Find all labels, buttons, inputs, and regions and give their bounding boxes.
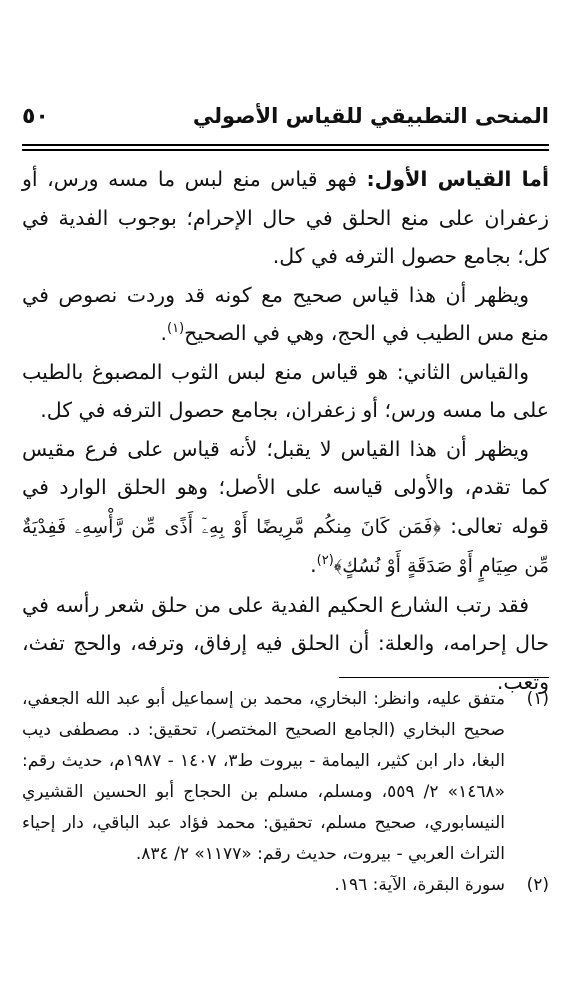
paragraph-4-end: . [310, 553, 317, 577]
paragraph-4-text: ويظهر أن هذا القياس لا يقبل؛ لأنه قياس على فرع مقيس كما تقدم، والأولى قياسه على الأصل؛ وهو الحلق الوارد في قوله تعالى: [22, 436, 549, 538]
paragraph-4 [22, 430, 549, 586]
footnote-2 [22, 870, 549, 901]
running-title: المنحى التطبيقي للقياس الأصولي [192, 104, 549, 128]
page-number: ٥٠ [22, 104, 49, 129]
paragraph-2-end: . [160, 321, 167, 345]
page-header [22, 104, 549, 129]
footnote-1 [22, 684, 549, 870]
paragraph-2 [22, 276, 549, 353]
footnotes [22, 684, 549, 901]
footnote-ref-2[interactable]: (٢) [316, 553, 334, 569]
paragraph-2-text: ويظهر أن هذا قياس صحيح مع كونه قد وردت نصوص في منع مس الطيب في الحج، وهي في الصحيح [22, 282, 549, 345]
paragraph-1 [22, 160, 549, 276]
footnote-rule [339, 677, 549, 678]
footnote-text: سورة البقرة، الآية: ١٩٦. [334, 875, 505, 895]
footnote-ref-1[interactable]: (١) [167, 321, 185, 337]
main-text [22, 160, 549, 701]
paragraph-3: والقياس الثاني: هو قياس منع لبس الثوب المصبوغ بالطيب على ما مسه ورس؛ أو زعفران، بجامع حصول الترفه في كل. [22, 359, 549, 422]
paragraph-1-lead: أما القياس الأول: [366, 167, 549, 191]
paragraph-5: فقد رتب الشارع الحكيم الفدية على من حلق شعر رأسه في حال إحرامه، والعلة: أن الحلق فيه إرفاق، وترفه، والحج تفث، وتعب. [22, 592, 549, 694]
header-rule [22, 144, 549, 151]
footnote-number: (٢) [526, 875, 549, 895]
paragraph-1-text: فهو قياس منع لبس ما مسه ورس، أو زعفران على منع الحلق في حال الإحرام؛ بوجوب الفدية في كل؛ بجامع حصول الترفه في كل. [22, 167, 549, 268]
footnote-text: متفق عليه، وانظر: البخاري، محمد بن إسماعيل أبو عبد الله الجعفي، صحيح البخاري (الجامع الصحيح المختصر)، تحقيق: د. مصطفى ديب البغا، دار ابن كثير، اليمامة - بيروت ط٣، ١٤٠٧ - ١٩٨٧م، حديث رقم: «١٤٦٨» ٢/ ٥٥٩، ومسلم، مسلم بن الحجاج أبو الحسين القشيري النيسابوري، صحيح مسلم، تحقيق: محمد فؤاد عبد الباقي، دار إحياء التراث العربي - بيروت، حديث رقم: «١١٧٧» ٢/ ٨٣٤. [22, 689, 505, 864]
footnote-number: (١) [526, 689, 549, 709]
quran-verse: ﴿فَمَن كَانَ مِنكُم مَّرِيضًا أَوْ بِهِۦٓ أَذًى مِّن رَّأْسِهِۦ فَفِدْيَةٌ مِّن صِيَامٍ أَوْ صَدَقَةٍ أَوْ نُسُكٍ﴾ [22, 515, 549, 577]
